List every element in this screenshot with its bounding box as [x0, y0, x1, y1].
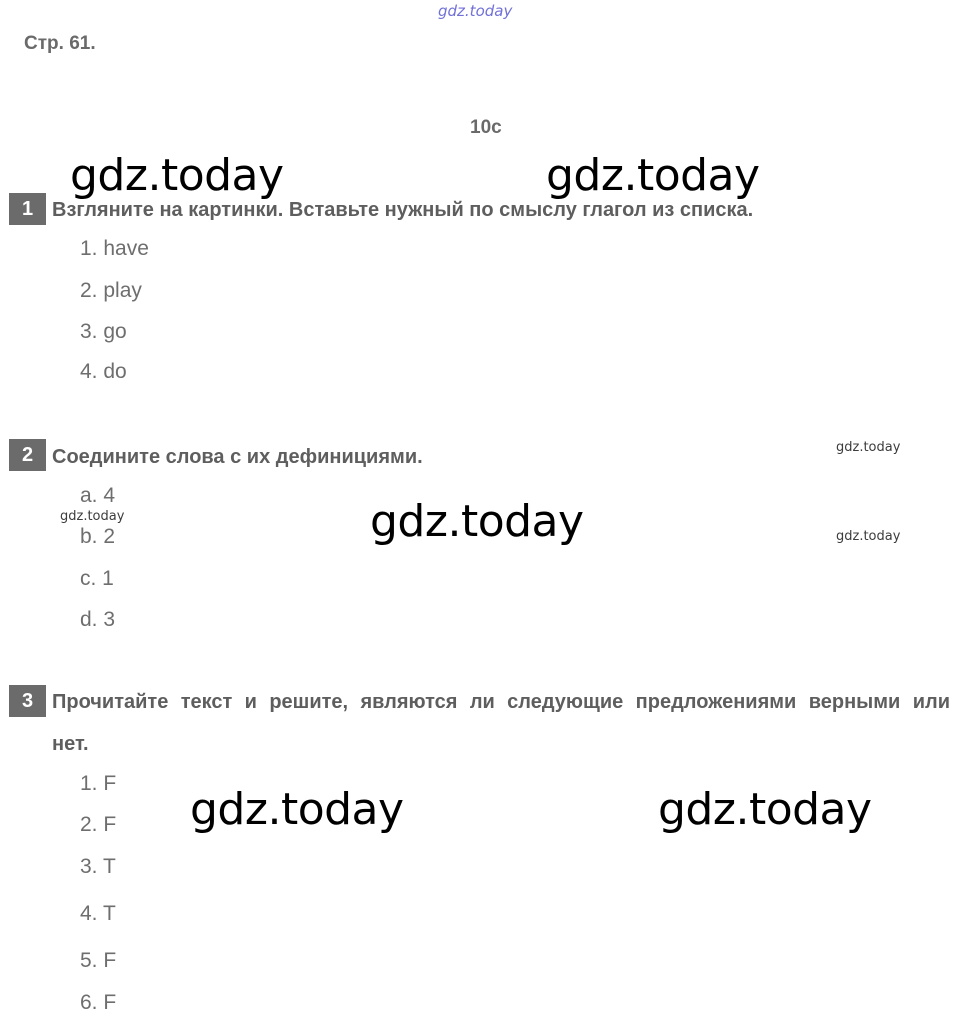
- watermark-top: gdz.today: [438, 2, 513, 20]
- watermark-large: gdz.today: [190, 784, 404, 835]
- task-instruction: Соедините слова с их дефинициями.: [52, 446, 423, 468]
- answer-item: b. 2: [80, 525, 116, 548]
- answer-item: 3. go: [80, 320, 127, 343]
- answer-item: 4. T: [80, 902, 116, 925]
- watermark-large: gdz.today: [546, 150, 760, 201]
- answer-item: 3. T: [80, 855, 116, 878]
- answer-item: 2. F: [80, 813, 117, 836]
- watermark-large: gdz.today: [70, 150, 284, 201]
- answer-item: 2. play: [80, 279, 142, 302]
- answer-item: d. 3: [80, 608, 116, 631]
- answer-item: 1. F: [80, 772, 117, 795]
- task-number-badge: 2: [9, 439, 46, 471]
- watermark-large: gdz.today: [658, 784, 872, 835]
- answer-item: a. 4: [80, 484, 116, 507]
- task-instruction: Взгляните на картинки. Вставьте нужный по смыслу глагол из списка.: [52, 199, 754, 221]
- task-number-badge: 1: [9, 193, 46, 225]
- answer-item: c. 1: [80, 567, 114, 590]
- section-code: 10c: [470, 117, 502, 138]
- task-number-badge: 3: [9, 685, 46, 717]
- watermark-small: gdz.today: [836, 529, 901, 544]
- answer-item: 6. F: [80, 991, 117, 1014]
- task-instruction: Прочитайте текст и решите, являются ли следующие предложениями верными или нет.: [52, 691, 950, 755]
- answer-item: 5. F: [80, 949, 117, 972]
- watermark-small: gdz.today: [60, 509, 125, 524]
- watermark-large: gdz.today: [370, 496, 584, 547]
- answer-item: 4. do: [80, 360, 127, 383]
- watermark-small: gdz.today: [836, 440, 901, 455]
- answer-item: 1. have: [80, 237, 149, 260]
- page-reference: Стр. 61.: [24, 33, 96, 54]
